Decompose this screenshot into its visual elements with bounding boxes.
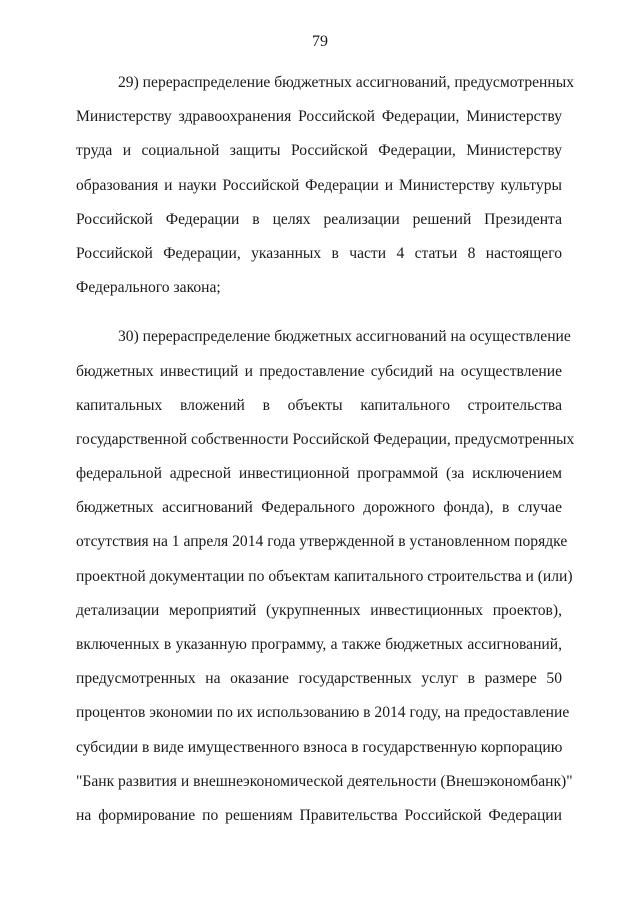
text-line: Министерству здравоохранения Российской Федерации, Министерству (76, 108, 562, 126)
text-line: образования и науки Российской Федерации и Министерству культуры (76, 176, 562, 194)
text-line: 30) перераспределение бюджетных ассигнований на осуществление (118, 328, 571, 346)
text-line: федеральной адресной инвестиционной программой (за исключением (76, 465, 562, 483)
text-line: детализации мероприятий (укрупненных инвестиционных проектов), (76, 601, 562, 619)
text-line: Российской Федерации в целях реализации решений Президента (76, 210, 562, 228)
text-line: на формирование по решениям Правительства Российской Федерации (76, 806, 562, 824)
paragraph-item-29 (76, 66, 574, 305)
paragraph-item-30 (76, 320, 575, 833)
text-line: капитальных вложений в объекты капитального строительства (76, 396, 562, 414)
text-line: отсутствия на 1 апреля 2014 года утвержденной в установленном порядке (76, 533, 568, 551)
document-body (76, 66, 575, 833)
text-line: Федерального закона; (76, 279, 221, 297)
text-line: включенных в указанную программу, а также бюджетных ассигнований, (76, 636, 562, 653)
text-line: "Банк развития и внешнеэкономической деятельности (Внешэкономбанк)" (76, 772, 573, 790)
text-line: процентов экономии по их использованию в 2014 году, на предоставление (76, 704, 570, 722)
text-line: бюджетных инвестиций и предоставление субсидий на осуществление (76, 362, 562, 380)
text-line: предусмотренных на оказание государственных услуг в размере 50 (76, 670, 562, 688)
paragraph-spacer (76, 305, 562, 320)
text-line: труда и социальной защиты Российской Федерации, Министерству (76, 142, 562, 160)
text-line: субсидии в виде имущественного взноса в государственную корпорацию (76, 738, 563, 756)
text-line: 29) перераспределение бюджетных ассигнований, предусмотренных (118, 74, 574, 91)
text-line: бюджетных ассигнований Федерального дорожного фонда), в случае (76, 499, 562, 517)
text-line: Российской Федерации, указанных в части 4 статьи 8 настоящего (76, 244, 562, 262)
text-line: проектной документации по объектам капитального строительства и (или) (76, 567, 573, 585)
text-line: государственной собственности Российской Федерации, предусмотренных (76, 430, 575, 448)
page-number: 79 (312, 33, 328, 50)
